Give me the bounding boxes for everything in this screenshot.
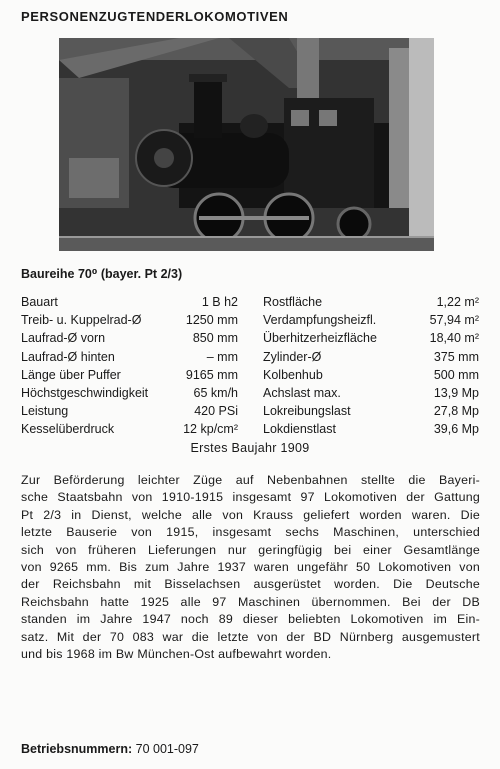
spec-value: 1,22 m² [436, 295, 479, 309]
spec-label: Zylinder-Ø [263, 349, 322, 364]
spec-value: 1 B h2 [201, 295, 238, 309]
paragraph-line: sich von früheren Lieferungen nur geringfügig bei einer Gesamtlänge [21, 542, 480, 557]
specs-right-column [263, 293, 479, 439]
spec-label: Höchstgeschwindigkeit [21, 385, 149, 400]
spec-value: 18,40 m² [429, 331, 479, 346]
spec-label: Rostfläche [263, 295, 323, 309]
paragraph-line: Zur Beförderung leichter Züge auf Nebenbahnen stellte die Bayeri- [21, 473, 480, 487]
spec-row [263, 348, 479, 366]
spec-row [263, 420, 479, 438]
spec-label: Laufrad-Ø vorn [21, 331, 106, 346]
spec-row [21, 384, 238, 402]
spec-label: Laufrad-Ø hinten [21, 349, 115, 364]
spec-value: 12 kp/cm² [183, 422, 238, 437]
spec-row [263, 311, 479, 329]
spec-value: 39,6 Mp [433, 422, 479, 437]
spec-label: Kolbenhub [263, 367, 323, 382]
spec-label: Länge über Puffer [21, 367, 121, 382]
specs-left-column [21, 293, 238, 439]
spec-row [21, 311, 238, 329]
spec-value: 420 PSi [194, 404, 238, 419]
spec-label: Lokdienstlast [263, 422, 336, 437]
spec-row [263, 366, 479, 384]
spec-value: 65 km/h [193, 385, 238, 400]
spec-label: Leistung [21, 404, 69, 419]
spec-label: Achslast max. [263, 385, 341, 400]
spec-value: 9165 mm [185, 367, 238, 382]
spec-value: 1250 mm [185, 313, 238, 328]
spec-value: – mm [206, 349, 238, 364]
paragraph-line: standen im Jahre 1947 noch 89 dieser beliebten Lokomotiven im Ein- [21, 612, 480, 627]
spec-value: 850 mm [192, 331, 238, 346]
page-header: PERSONENZUGTENDERLOKOMOTIVEN [21, 9, 289, 24]
spec-row [21, 420, 238, 438]
spec-label: Überhitzerheizfläche [263, 331, 377, 346]
spec-value: 13,9 Mp [433, 385, 479, 400]
locomotive-photo [59, 38, 434, 251]
spec-row [263, 402, 479, 420]
paragraph-line: letzte Bauserie von 1915, insgesamt sechs Maschinen, unterschied [21, 525, 480, 540]
spec-label: Verdampfungsheizfl. [263, 313, 377, 328]
spec-value: 500 mm [433, 367, 479, 382]
spec-row [21, 293, 238, 311]
spec-label: Treib- u. Kuppelrad-Ø [21, 313, 142, 328]
spec-label: Bauart [21, 295, 58, 309]
description-paragraph [21, 472, 480, 663]
spec-row [263, 293, 479, 311]
spec-row [21, 348, 238, 366]
first-build-year: Erstes Baujahr 1909 [190, 441, 310, 455]
paragraph-line: und bis 1968 im Bw München-Ost aufbewahrt worden. [21, 647, 332, 662]
paragraph-line: von 9265 mm. Bis zum Jahre 1937 waren ungefähr 50 Lokomotiven von [21, 560, 480, 575]
spec-value: 57,94 m² [429, 313, 479, 328]
operating-numbers [21, 742, 199, 756]
spec-row [21, 329, 238, 347]
paragraph-line: Pt 2/3 in Dienst, welche alle von Krauss geliefert worden waren. Die [21, 507, 480, 522]
operating-numbers-label: Betriebsnummern: [21, 742, 133, 756]
spec-row [263, 329, 479, 347]
paragraph-line: sche Staatsbahn von 1910-1915 insgesamt 97 Lokomotiven der Gattung [21, 490, 480, 505]
spec-row [263, 384, 479, 402]
spec-label: Lokreibungslast [263, 404, 351, 419]
spec-value: 27,8 Mp [433, 404, 479, 419]
spec-row [21, 402, 238, 420]
spec-row [21, 366, 238, 384]
paragraph-line: satz. Mit der 70 083 war die letzte von der BD Nürnberg ausgemustert [21, 629, 480, 644]
series-title: Baureihe 70⁰ (bayer. Pt 2/3) [21, 267, 183, 281]
spec-value: 375 mm [433, 349, 479, 364]
spec-label: Kesselüberdruck [21, 422, 115, 437]
paragraph-line: Reichsbahn hatte 1925 alle 97 Maschinen übernommen. Bei der DB [21, 594, 480, 609]
paragraph-line: der Reichsbahn mit Bisselachsen ausgerüstet worden. Die Deutsche [21, 577, 480, 592]
operating-numbers-value: 70 001-097 [135, 742, 199, 756]
